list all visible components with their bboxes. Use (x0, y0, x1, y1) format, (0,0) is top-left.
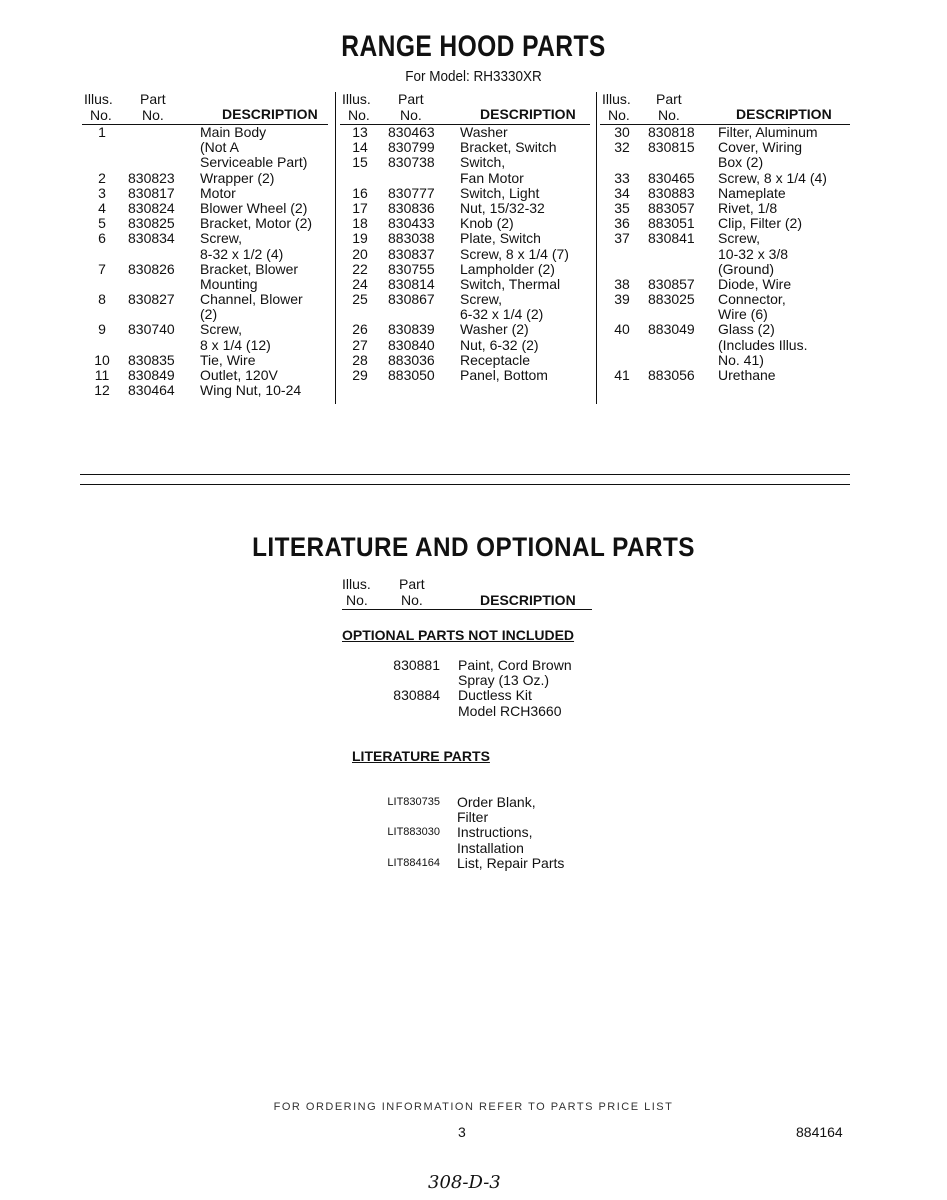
illus-number: 29 (352, 367, 368, 383)
part-description: Knob (2) (460, 215, 514, 232)
part-description: Channel, Blower (200, 291, 303, 308)
illus-number: 33 (614, 169, 630, 186)
part-no-header: No. (142, 107, 164, 123)
part-number: 830815 (648, 139, 695, 156)
illus-header: Illus. (342, 576, 371, 592)
part-description: (Ground) (718, 260, 775, 277)
part-description: Receptacle (460, 351, 531, 368)
column-divider (596, 92, 597, 404)
illus-number: 4 (98, 199, 106, 216)
column-divider (335, 92, 336, 404)
part-row (340, 216, 590, 231)
description-header: DESCRIPTION (736, 106, 832, 122)
illus-header: Illus. (342, 91, 371, 107)
part-row (82, 186, 328, 201)
part-row (600, 201, 850, 216)
part-number: 830799 (388, 139, 435, 156)
part-no-header: No. (658, 107, 680, 123)
part-row (600, 155, 850, 170)
part-row (82, 171, 328, 186)
illus-number: 18 (352, 215, 368, 232)
part-description: Wire (6) (718, 306, 768, 323)
literature-column-header (342, 576, 592, 610)
illus-number: 12 (94, 382, 110, 399)
part-description: Outlet, 120V (200, 367, 278, 383)
part-description: Screw, 8 x 1/4 (4) (718, 169, 827, 186)
part-description: Model RCH3660 (458, 702, 562, 719)
part-row (600, 262, 850, 277)
parts-rows (600, 125, 850, 383)
part-number: 830835 (128, 351, 175, 368)
part-row (600, 353, 850, 368)
part-row (340, 186, 590, 201)
part-row (600, 231, 850, 246)
part-row (82, 262, 328, 277)
illus-number: 39 (614, 291, 630, 308)
part-row (600, 247, 850, 262)
part-row (340, 338, 590, 353)
part-number: 883049 (648, 321, 695, 338)
part-description: Nut, 15/32-32 (460, 199, 545, 216)
part-number: 830823 (128, 169, 175, 186)
part-row (600, 338, 850, 353)
illus-number: 35 (614, 199, 630, 216)
part-row (82, 125, 328, 140)
illus-number: 20 (352, 245, 368, 262)
illus-number: 34 (614, 184, 630, 201)
part-number: 830827 (128, 291, 175, 308)
illus-number: 24 (352, 275, 368, 292)
part-row (600, 277, 850, 292)
part-number: 830740 (128, 321, 175, 338)
part-description: Screw, (200, 321, 243, 338)
part-number: LIT884164 (387, 856, 440, 869)
section-divider (80, 484, 850, 485)
part-row (82, 155, 328, 170)
illus-number: 2 (98, 169, 106, 186)
part-description: Plate, Switch (460, 230, 541, 247)
illus-number: 3 (98, 184, 106, 201)
part-description: Instructions, (457, 824, 533, 841)
part-row (340, 368, 590, 383)
part-row (600, 216, 850, 231)
part-description: Cover, Wiring (718, 139, 803, 156)
part-number: 830884 (393, 687, 440, 704)
part-row (600, 171, 850, 186)
part-number: 883057 (648, 199, 695, 216)
part-row (82, 383, 328, 398)
part-number: 830818 (648, 124, 695, 140)
part-number: LIT883030 (387, 826, 440, 839)
part-row (82, 231, 328, 246)
part-number: 830867 (388, 291, 435, 308)
illus-number: 36 (614, 215, 630, 232)
part-number: 830433 (388, 215, 435, 232)
illus-number: 41 (614, 367, 630, 383)
part-header: Part (399, 576, 425, 592)
literature-parts-heading: LITERATURE PARTS (352, 748, 490, 764)
part-description: Wing Nut, 10-24 (200, 382, 302, 399)
part-description: Bracket, Blower (200, 260, 299, 277)
part-description: Order Blank, (457, 794, 536, 810)
part-number: 883051 (648, 215, 695, 232)
part-number: 830824 (128, 199, 175, 216)
part-number: 883038 (388, 230, 435, 247)
illus-number: 40 (614, 321, 630, 338)
part-description: Ductless Kit (458, 687, 532, 704)
illus-number: 7 (98, 260, 106, 277)
illus-header: Illus. (602, 91, 631, 107)
illus-number: 15 (352, 154, 368, 171)
part-number: 883050 (388, 367, 435, 383)
part-row (82, 292, 328, 307)
illus-number: 26 (352, 321, 368, 338)
part-description: (Includes Illus. (718, 336, 808, 353)
page-number: 3 (458, 1124, 466, 1140)
part-row (340, 140, 590, 155)
part-description: Connector, (718, 291, 786, 308)
part-description: Filter (457, 809, 489, 826)
part-description: Mounting (200, 275, 258, 292)
document-number: 884164 (796, 1124, 843, 1140)
part-number: 830825 (128, 215, 175, 232)
part-description: Filter, Aluminum (718, 124, 818, 140)
part-number: 830883 (648, 184, 695, 201)
section-divider (80, 474, 850, 475)
part-row (600, 322, 850, 337)
model-subtitle: For Model: RH3330XR (405, 68, 542, 85)
range-hood-title: RANGE HOOD PARTS (341, 30, 606, 63)
part-row (82, 368, 328, 383)
part-description: List, Repair Parts (457, 854, 565, 871)
part-description: Nut, 6-32 (2) (460, 336, 539, 353)
illus-number: 9 (98, 321, 106, 338)
illus-number: 25 (352, 291, 368, 308)
description-header: DESCRIPTION (222, 106, 318, 122)
part-row (340, 322, 590, 337)
illus-number: 27 (352, 336, 368, 353)
part-description: Paint, Cord Brown (458, 657, 572, 673)
part-row (82, 201, 328, 216)
part-number: 830839 (388, 321, 435, 338)
part-description: Screw, 8 x 1/4 (7) (460, 245, 569, 262)
part-number: 883025 (648, 291, 695, 308)
part-description: Spray (13 Oz.) (458, 672, 550, 689)
illus-number: 8 (98, 291, 106, 308)
illus-number: 1 (98, 124, 106, 140)
part-row (82, 353, 328, 368)
part-row (600, 292, 850, 307)
part-description: 8 x 1/4 (12) (200, 336, 271, 353)
parts-column-3 (600, 92, 850, 383)
part-number: 830840 (388, 336, 435, 353)
part-description: Motor (200, 184, 236, 201)
part-number: 830836 (388, 199, 435, 216)
part-number: 883036 (388, 351, 435, 368)
part-row (600, 307, 850, 322)
part-number: 830817 (128, 184, 175, 201)
part-row (340, 201, 590, 216)
part-description: Fan Motor (460, 169, 524, 186)
part-row (82, 140, 328, 155)
part-row (82, 322, 328, 337)
part-description: Switch, Light (460, 184, 540, 201)
parts-column-1 (82, 92, 328, 398)
part-row (340, 262, 590, 277)
illus-number: 10 (94, 351, 110, 368)
part-description: Urethane (718, 367, 776, 383)
column-header (340, 92, 590, 125)
part-row (82, 216, 328, 231)
part-row (82, 338, 328, 353)
literature-title: LITERATURE AND OPTIONAL PARTS (252, 532, 695, 562)
illus-number: 30 (614, 124, 630, 140)
part-description: Glass (2) (718, 321, 775, 338)
part-row (340, 307, 590, 322)
part-number: 830463 (388, 124, 435, 140)
part-number: 830857 (648, 275, 695, 292)
illus-number: 17 (352, 199, 368, 216)
part-row (340, 155, 590, 170)
description-header: DESCRIPTION (480, 106, 576, 122)
illus-number: 22 (352, 260, 368, 277)
part-description: 6-32 x 1/4 (2) (460, 306, 544, 323)
column-header (600, 92, 850, 125)
part-description: Screw, (200, 230, 243, 247)
part-description: 10-32 x 3/8 (718, 245, 789, 262)
part-number: 830464 (128, 382, 175, 399)
part-description: Bracket, Switch (460, 139, 557, 156)
illus-header: Illus. (84, 91, 113, 107)
part-row (340, 292, 590, 307)
illus-number: 38 (614, 275, 630, 292)
part-description: Switch, Thermal (460, 275, 561, 292)
handwritten-note: 308-D-3 (428, 1172, 501, 1193)
part-row (340, 353, 590, 368)
part-description: No. 41) (718, 351, 764, 368)
part-number: 830849 (128, 367, 175, 383)
part-header: Part (398, 91, 424, 107)
illus-number: 37 (614, 230, 630, 247)
parts-rows (340, 125, 590, 383)
part-row (600, 186, 850, 201)
parts-rows (82, 125, 328, 398)
part-description: Box (2) (718, 154, 764, 171)
ordering-note: FOR ORDERING INFORMATION REFER TO PARTS PRICE LIST (273, 1101, 674, 1113)
illus-number: 28 (352, 351, 368, 368)
part-description: Clip, Filter (2) (718, 215, 803, 232)
part-number: 830755 (388, 260, 435, 277)
part-description: Serviceable Part) (200, 154, 308, 171)
part-row (340, 171, 590, 186)
illus-number: 13 (352, 124, 368, 140)
part-description: Panel, Bottom (460, 367, 548, 383)
part-row (600, 140, 850, 155)
illus-number: 16 (352, 184, 368, 201)
part-number: 830826 (128, 260, 175, 277)
part-number: 830834 (128, 230, 175, 247)
part-row (600, 125, 850, 140)
part-number: LIT830735 (387, 796, 440, 808)
part-row (600, 368, 850, 383)
part-no-header: No. (400, 107, 422, 123)
parts-column-2 (340, 92, 590, 383)
part-description: Blower Wheel (2) (200, 199, 308, 216)
part-number: 830837 (388, 245, 435, 262)
part-description: Wrapper (2) (200, 169, 275, 186)
part-number: 830465 (648, 169, 695, 186)
part-description: Diode, Wire (718, 275, 792, 292)
part-number: 830881 (393, 657, 440, 673)
part-description: Screw, (460, 291, 503, 308)
part-description: (Not A (200, 139, 239, 156)
illus-number: 14 (352, 139, 368, 156)
part-number: 830814 (388, 275, 435, 292)
part-description: (2) (200, 306, 218, 323)
part-description: Main Body (200, 124, 267, 140)
part-row (340, 247, 590, 262)
part-description: 8-32 x 1/2 (4) (200, 245, 284, 262)
illus-number: 5 (98, 215, 106, 232)
illus-number: 19 (352, 230, 368, 247)
part-row (340, 277, 590, 292)
part-description: Nameplate (718, 184, 786, 201)
part-description: Screw, (718, 230, 761, 247)
illus-number: 6 (98, 230, 106, 247)
illus-no-header: No. (346, 592, 368, 608)
illus-no-header: No. (348, 107, 370, 123)
part-description: Switch, (460, 154, 506, 171)
column-header (82, 92, 328, 125)
optional-parts-heading: OPTIONAL PARTS NOT INCLUDED (342, 627, 575, 643)
part-no-header: No. (401, 592, 423, 608)
part-row (340, 125, 590, 140)
part-description: Rivet, 1/8 (718, 199, 778, 216)
description-header: DESCRIPTION (480, 592, 576, 608)
part-row (340, 231, 590, 246)
part-number: 883056 (648, 367, 695, 383)
part-number: 830777 (388, 184, 435, 201)
part-description: Tie, Wire (200, 351, 256, 368)
illus-number: 32 (614, 139, 630, 156)
part-description: Lampholder (2) (460, 260, 555, 277)
part-description: Installation (457, 839, 524, 856)
part-number: 830738 (388, 154, 435, 171)
part-description: Bracket, Motor (2) (200, 215, 313, 232)
part-header: Part (656, 91, 682, 107)
part-description: Washer (2) (460, 321, 529, 338)
illus-no-header: No. (608, 107, 630, 123)
part-description: Washer (460, 124, 508, 140)
part-number: 830841 (648, 230, 695, 247)
illus-number: 11 (94, 367, 110, 383)
part-row (82, 247, 328, 262)
illus-no-header: No. (90, 107, 112, 123)
part-row (82, 307, 328, 322)
part-row (82, 277, 328, 292)
part-header: Part (140, 91, 166, 107)
